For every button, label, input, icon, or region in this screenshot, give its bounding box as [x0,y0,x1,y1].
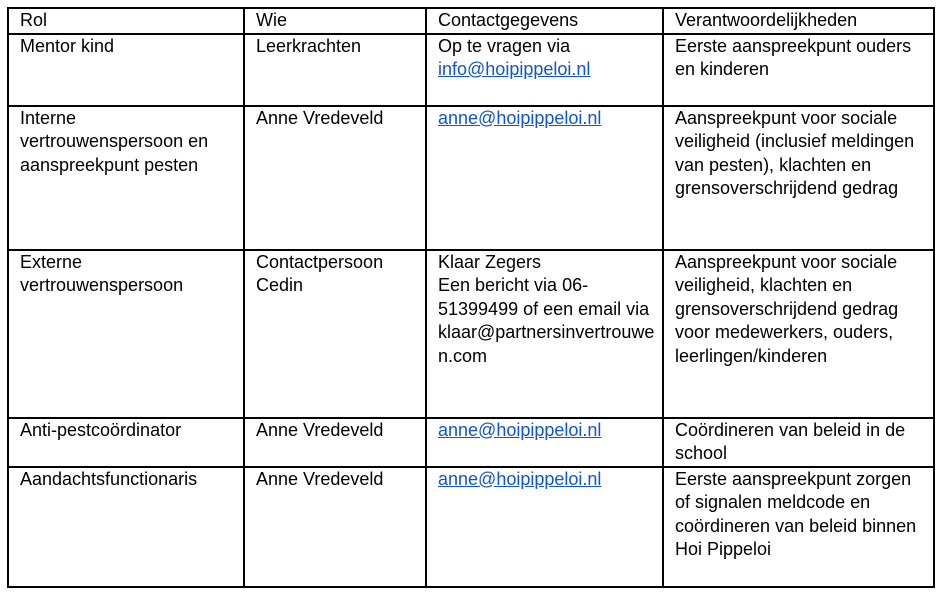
table-row [8,250,934,418]
cell-contact: Klaar Zegers Een bericht via 06-51399499 of een email via klaar@partnersinvertrouwen.com [426,250,663,418]
email-link-anne[interactable]: anne@hoipippeloi.nl [438,107,602,128]
header-contactgegevens: Contactgegevens [426,8,663,34]
header-wie: Wie [244,8,426,34]
header-row [8,8,934,34]
contact-prefix: Op te vragen via [438,35,571,56]
cell-rol: Interne vertrouwenspersoon en aanspreekpunt pesten [8,106,244,250]
cell-rol: Anti-pestcoördinator [8,418,244,467]
cell-verantwoordelijkheden: Eerste aanspreekpunt ouders en kinderen [663,34,934,106]
cell-wie: Anne Vredeveld [244,418,426,467]
cell-verantwoordelijkheden: Eerste aanspreekpunt zorgen of signalen meldcode en coördineren van beleid binnen Hoi Pippeloi [663,467,934,587]
table-row [8,418,934,467]
cell-wie: Contactpersoon Cedin [244,250,426,418]
cell-wie: Anne Vredeveld [244,467,426,587]
cell-contact [426,467,663,587]
cell-verantwoordelijkheden: Coördineren van beleid in de school [663,418,934,467]
roles-table [7,7,935,588]
header-verantwoordelijkheden: Verantwoordelijkheden [663,8,934,34]
cell-rol: Externe vertrouwenspersoon [8,250,244,418]
cell-contact [426,106,663,250]
email-link-anne[interactable]: anne@hoipippeloi.nl [438,419,602,440]
cell-contact [426,418,663,467]
cell-wie: Leerkrachten [244,34,426,106]
table-row [8,34,934,106]
table-row [8,106,934,250]
cell-verantwoordelijkheden: Aanspreekpunt voor sociale veiligheid, klachten en grensoverschrijdend gedrag voor medewerkers, ouders, leerlingen/kinderen [663,250,934,418]
table-row [8,467,934,587]
cell-verantwoordelijkheden: Aanspreekpunt voor sociale veiligheid (inclusief meldingen van pesten), klachten en grensoverschrijdend gedrag [663,106,934,250]
cell-rol: Mentor kind [8,34,244,106]
cell-wie: Anne Vredeveld [244,106,426,250]
cell-contact [426,34,663,106]
header-rol: Rol [8,8,244,34]
email-link-info[interactable]: info@hoipippeloi.nl [438,59,591,79]
email-link-anne[interactable]: anne@hoipippeloi.nl [438,468,602,489]
cell-rol: Aandachtsfunctionaris [8,467,244,587]
